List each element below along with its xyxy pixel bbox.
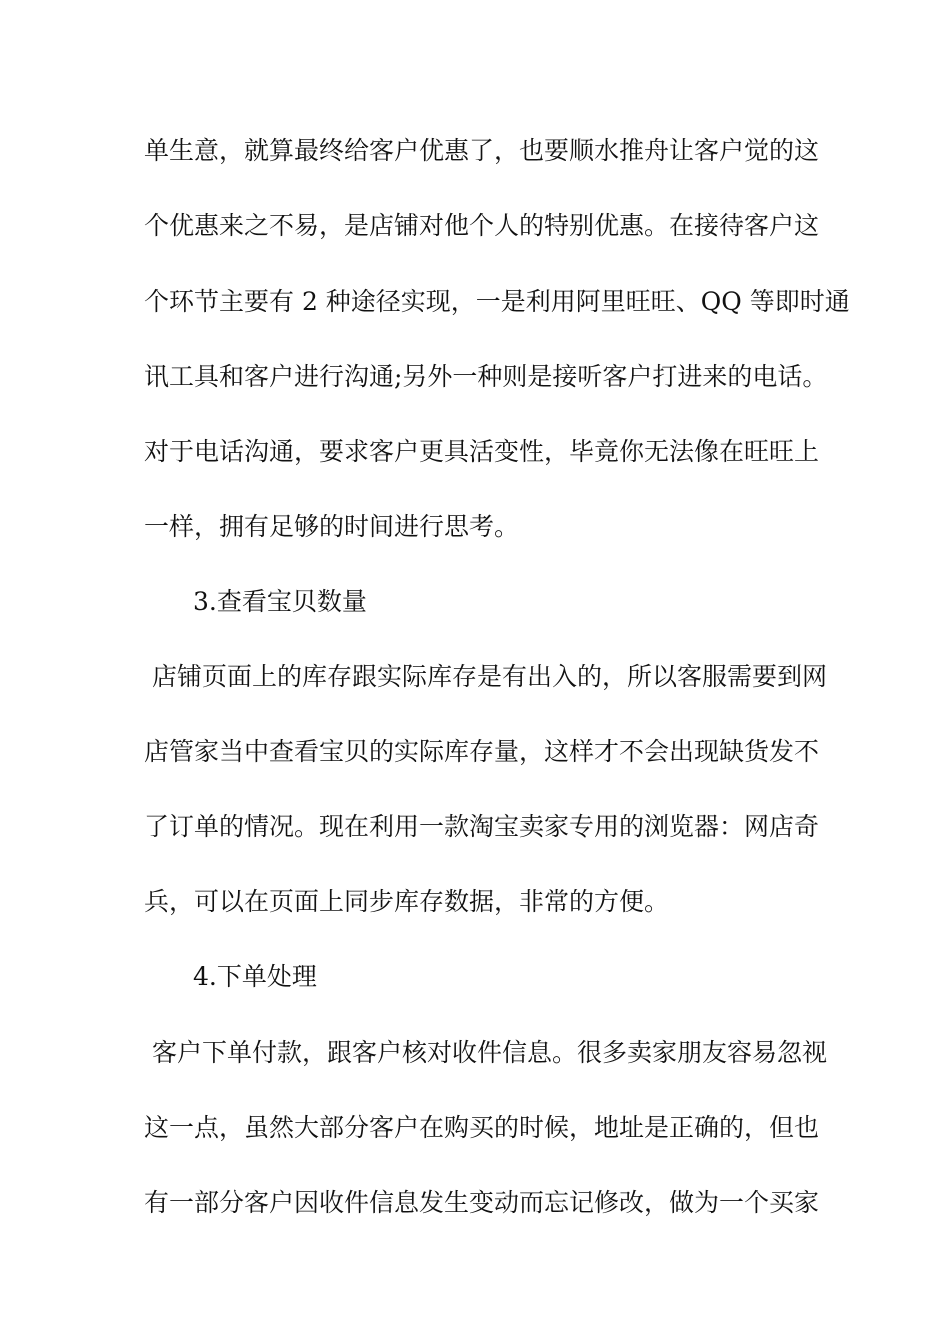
paragraph-line: 讯工具和客户进行沟通;另外一种则是接听客户打进来的电话。 xyxy=(144,362,828,391)
paragraph-line: 有一部分客户因收件信息发生变动而忘记修改，做为一个买家 xyxy=(144,1188,820,1217)
section-heading: 4.下单处理 xyxy=(193,962,317,991)
paragraph-line: 店管家当中查看宝贝的实际库存量，这样才不会出现缺货发不 xyxy=(144,737,820,766)
paragraph-line: 客户下单付款，跟客户核对收件信息。很多卖家朋友容易忽视 xyxy=(152,1038,828,1067)
paragraph-line: 一样，拥有足够的时间进行思考。 xyxy=(144,512,520,541)
paragraph-line: 店铺页面上的库存跟实际库存是有出入的，所以客服需要到网 xyxy=(152,662,828,691)
paragraph-line: 个优惠来之不易，是店铺对他个人的特别优惠。在接待客户这 xyxy=(144,211,820,240)
paragraph-line: 了订单的情况。现在利用一款淘宝卖家专用的浏览器：网店奇 xyxy=(144,812,820,841)
section-heading: 3.查看宝贝数量 xyxy=(193,587,367,616)
paragraph-line: 对于电话沟通，要求客户更具活变性，毕竟你无法像在旺旺上 xyxy=(144,437,820,466)
paragraph-line: 个环节主要有 2 种途径实现，一是利用阿里旺旺、QQ 等即时通 xyxy=(144,287,850,316)
paragraph-line: 兵，可以在页面上同步库存数据，非常的方便。 xyxy=(144,887,670,916)
paragraph-line: 这一点，虽然大部分客户在购买的时候，地址是正确的，但也 xyxy=(144,1113,820,1142)
paragraph-line: 单生意，就算最终给客户优惠了，也要顺水推舟让客户觉的这 xyxy=(144,136,820,165)
